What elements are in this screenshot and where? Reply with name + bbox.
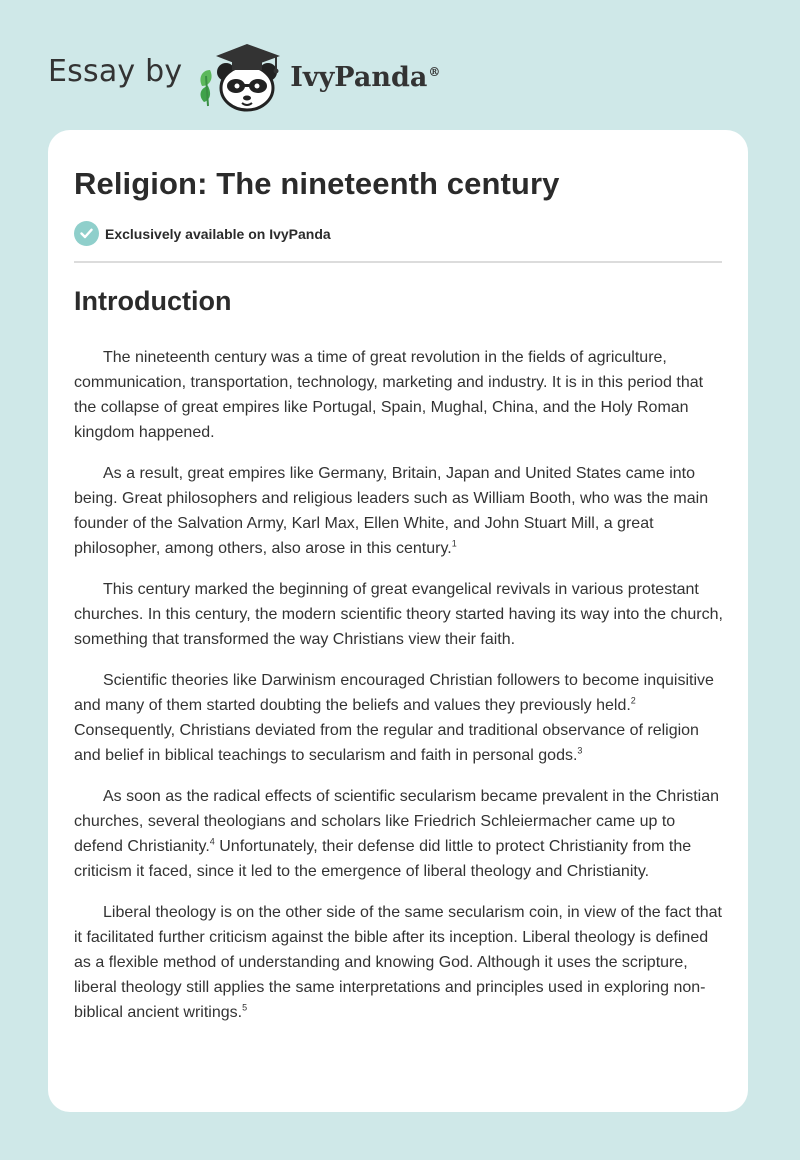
paragraph-1: The nineteenth century was a time of great revolution in the fields of agriculture, communication, transportation, technology, marketing and industry. It is in this period that the collapse of great empires like Portugal, Spain, Mughal, China, and the Holy Roman kingdom happened. [74,349,704,441]
brand-name[interactable]: IvyPanda® [290,61,441,93]
paragraph-3: This century marked the beginning of great evangelical revivals in various protestant churches. In this century, the modern scientific theory started having its way into the church, something that transformed the way Christians view their faith. [74,581,723,648]
essay-card [48,130,748,1112]
check-icon [74,221,99,246]
essay-by-label: Essay by [48,53,183,89]
ivypanda-logo[interactable] [196,36,288,112]
footnote-ref-1[interactable]: 1 [451,538,457,549]
title-divider [74,261,722,263]
paragraph-4: Scientific theories like Darwinism encouraged Christian followers to become inquisitive and many of them started doubting the beliefs and values they previously held.$^2$ Consequently, Christians deviated from the regular and traditional observance of religion and belief in biblical teachings to secularism and faith in personal gods.$^3$ [74,672,714,764]
footnote-ref-3[interactable]: 3 [577,745,583,756]
section-heading-introduction: Introduction [74,286,232,316]
article-body [74,345,726,1041]
footnote-ref-4[interactable]: 4 [209,836,215,847]
footnote-ref-5[interactable]: 5 [242,1002,248,1013]
footnote-ref-2[interactable]: 2 [630,695,636,706]
exclusive-label: Exclusively available on IvyPanda [105,225,331,242]
exclusive-badge [74,221,331,246]
essay-title: Religion: The nineteenth century [74,166,560,201]
paragraph-5: As soon as the radical effects of scientific secularism became prevalent in the Christian churches, several theologians and scholars like Friedrich Schleiermacher came up to defend Christianity.$^4$ Unfortunately, their defense did little to protect Christianity from the criticism it faced, since it led to the emergence of liberal theology and Christianity. [74,788,719,880]
panda-icon [196,36,288,112]
paragraph-2: As a result, great empires like Germany, Britain, Japan and United States came into being. Great philosophers and religious leaders such as William Booth, who was the main founder of the Salvation Army, Karl Max, Ellen White, and John Stuart Mill, a great philosopher, among others, also arose in this century.$^1$ [74,465,709,557]
site-header [48,36,440,112]
registered-mark: ® [428,64,441,79]
paragraph-6: Liberal theology is on the other side of the same secularism coin, in view of the fact that it facilitated further criticism against the bible after its inception. Liberal theology is defined as a flexible method of understanding and knowing God. Although it uses the scripture, liberal theology still applies the same interpretations and principles used in exploring non-biblical ancient writings.$^5$ [74,904,722,1021]
